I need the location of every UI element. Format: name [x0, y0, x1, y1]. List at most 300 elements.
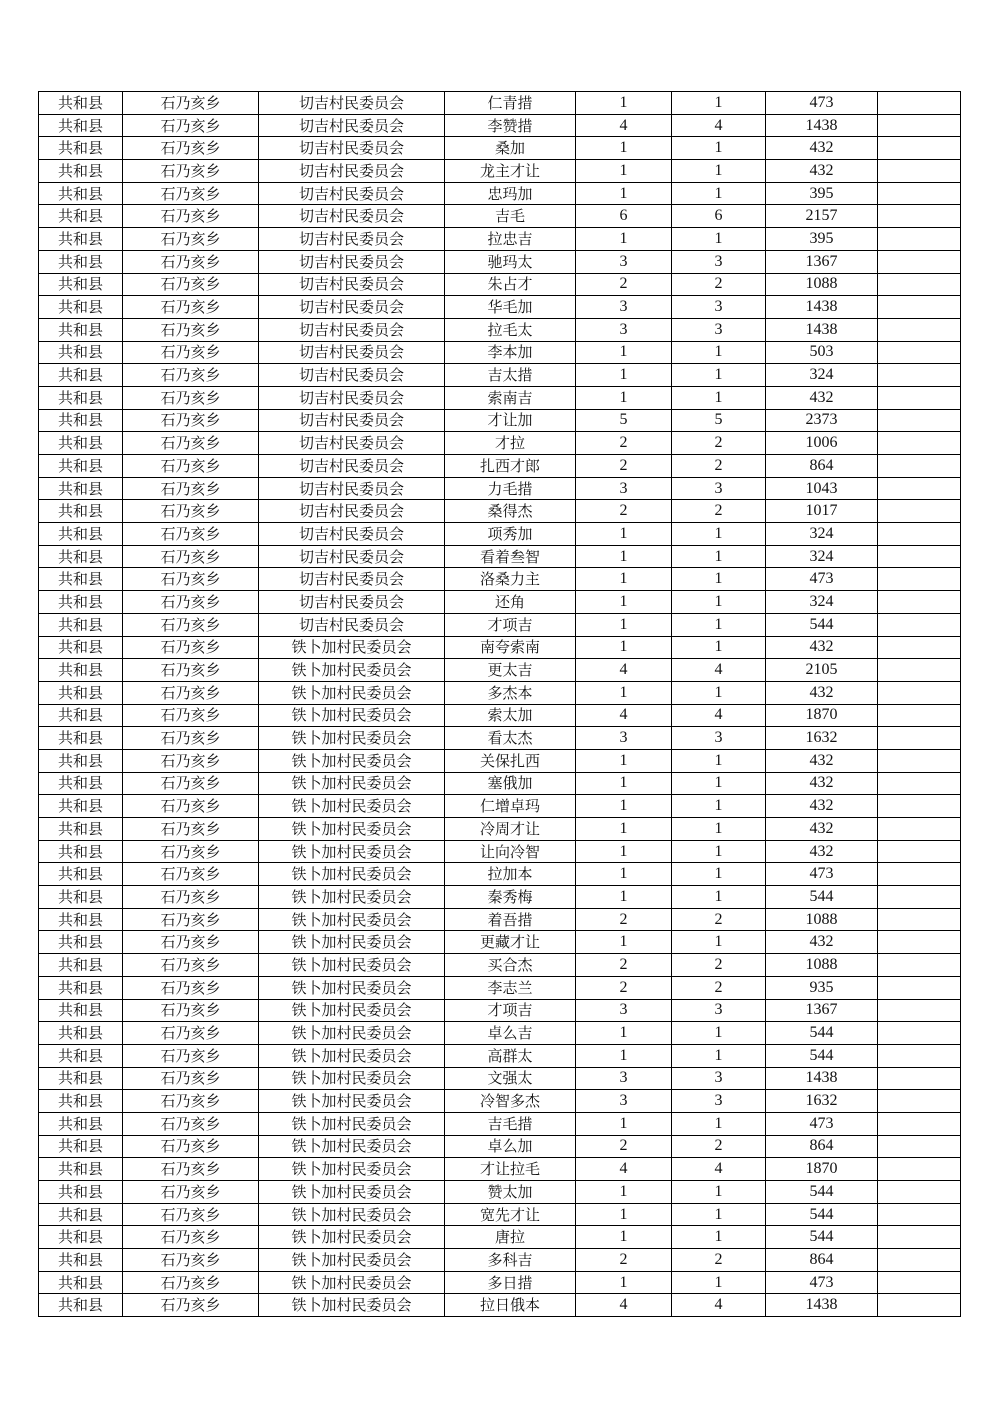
persons-cell: 1 [672, 341, 766, 364]
county-cell: 共和县 [39, 114, 123, 137]
township-cell: 石乃亥乡 [123, 1067, 259, 1090]
persons-cell: 3 [672, 1090, 766, 1113]
household-size-cell: 1 [576, 613, 672, 636]
county-cell: 共和县 [39, 386, 123, 409]
village-cell: 铁卜加村民委员会 [259, 1090, 445, 1113]
remark-cell [878, 455, 961, 478]
name-cell: 华毛加 [445, 296, 576, 319]
township-cell: 石乃亥乡 [123, 545, 259, 568]
persons-cell: 1 [672, 1181, 766, 1204]
amount-cell: 432 [766, 386, 878, 409]
county-cell: 共和县 [39, 1294, 123, 1317]
village-cell: 切吉村民委员会 [259, 432, 445, 455]
remark-cell [878, 1158, 961, 1181]
village-cell: 铁卜加村民委员会 [259, 749, 445, 772]
county-cell: 共和县 [39, 908, 123, 931]
county-cell: 共和县 [39, 613, 123, 636]
persons-cell: 1 [672, 886, 766, 909]
village-cell: 铁卜加村民委员会 [259, 954, 445, 977]
county-cell: 共和县 [39, 591, 123, 614]
amount-cell: 864 [766, 455, 878, 478]
county-cell: 共和县 [39, 1271, 123, 1294]
township-cell: 石乃亥乡 [123, 160, 259, 183]
persons-cell: 1 [672, 749, 766, 772]
township-cell: 石乃亥乡 [123, 1226, 259, 1249]
persons-cell: 4 [672, 659, 766, 682]
persons-cell: 1 [672, 364, 766, 387]
township-cell: 石乃亥乡 [123, 1044, 259, 1067]
township-cell: 石乃亥乡 [123, 1203, 259, 1226]
table-row [39, 228, 961, 251]
amount-cell: 1632 [766, 727, 878, 750]
amount-cell: 432 [766, 636, 878, 659]
village-cell: 切吉村民委员会 [259, 386, 445, 409]
name-cell: 文强太 [445, 1067, 576, 1090]
name-cell: 索太加 [445, 704, 576, 727]
village-cell: 铁卜加村民委员会 [259, 795, 445, 818]
household-size-cell: 2 [576, 1135, 672, 1158]
village-cell: 铁卜加村民委员会 [259, 1067, 445, 1090]
township-cell: 石乃亥乡 [123, 749, 259, 772]
county-cell: 共和县 [39, 1226, 123, 1249]
household-size-cell: 1 [576, 840, 672, 863]
household-size-cell: 1 [576, 795, 672, 818]
village-cell: 铁卜加村民委员会 [259, 1226, 445, 1249]
township-cell: 石乃亥乡 [123, 228, 259, 251]
table-row [39, 364, 961, 387]
household-size-cell: 1 [576, 863, 672, 886]
amount-cell: 1438 [766, 318, 878, 341]
township-cell: 石乃亥乡 [123, 273, 259, 296]
household-size-cell: 2 [576, 432, 672, 455]
name-cell: 关保扎西 [445, 749, 576, 772]
village-cell: 切吉村民委员会 [259, 182, 445, 205]
remark-cell [878, 92, 961, 115]
county-cell: 共和县 [39, 1022, 123, 1045]
persons-cell: 2 [672, 1249, 766, 1272]
remark-cell [878, 228, 961, 251]
remark-cell [878, 636, 961, 659]
name-cell: 李志兰 [445, 976, 576, 999]
county-cell: 共和县 [39, 92, 123, 115]
name-cell: 看着叁智 [445, 545, 576, 568]
village-cell: 铁卜加村民委员会 [259, 1135, 445, 1158]
name-cell: 拉日俄本 [445, 1294, 576, 1317]
village-cell: 切吉村民委员会 [259, 137, 445, 160]
remark-cell [878, 409, 961, 432]
township-cell: 石乃亥乡 [123, 318, 259, 341]
name-cell: 朱占才 [445, 273, 576, 296]
table-row [39, 432, 961, 455]
household-size-cell: 1 [576, 1226, 672, 1249]
amount-cell: 432 [766, 681, 878, 704]
persons-cell: 1 [672, 92, 766, 115]
township-cell: 石乃亥乡 [123, 727, 259, 750]
village-cell: 切吉村民委员会 [259, 523, 445, 546]
name-cell: 才让加 [445, 409, 576, 432]
remark-cell [878, 772, 961, 795]
household-size-cell: 3 [576, 318, 672, 341]
household-size-cell: 2 [576, 1249, 672, 1272]
amount-cell: 473 [766, 1271, 878, 1294]
remark-cell [878, 137, 961, 160]
persons-cell: 1 [672, 863, 766, 886]
county-cell: 共和县 [39, 1158, 123, 1181]
household-size-cell: 4 [576, 114, 672, 137]
township-cell: 石乃亥乡 [123, 137, 259, 160]
amount-cell: 544 [766, 886, 878, 909]
village-cell: 铁卜加村民委员会 [259, 1294, 445, 1317]
remark-cell [878, 500, 961, 523]
name-cell: 吉太措 [445, 364, 576, 387]
name-cell: 更藏才让 [445, 931, 576, 954]
persons-cell: 2 [672, 954, 766, 977]
amount-cell: 864 [766, 1249, 878, 1272]
village-cell: 铁卜加村民委员会 [259, 1181, 445, 1204]
village-cell: 铁卜加村民委员会 [259, 772, 445, 795]
name-cell: 李赞措 [445, 114, 576, 137]
name-cell: 塞俄加 [445, 772, 576, 795]
persons-cell: 4 [672, 114, 766, 137]
name-cell: 更太吉 [445, 659, 576, 682]
township-cell: 石乃亥乡 [123, 613, 259, 636]
township-cell: 石乃亥乡 [123, 386, 259, 409]
township-cell: 石乃亥乡 [123, 182, 259, 205]
village-cell: 铁卜加村民委员会 [259, 863, 445, 886]
county-cell: 共和县 [39, 1135, 123, 1158]
village-cell: 铁卜加村民委员会 [259, 1203, 445, 1226]
table-row [39, 999, 961, 1022]
township-cell: 石乃亥乡 [123, 1090, 259, 1113]
persons-cell: 4 [672, 1158, 766, 1181]
county-cell: 共和县 [39, 1067, 123, 1090]
village-cell: 切吉村民委员会 [259, 341, 445, 364]
household-size-cell: 4 [576, 659, 672, 682]
persons-cell: 1 [672, 636, 766, 659]
county-cell: 共和县 [39, 523, 123, 546]
remark-cell [878, 182, 961, 205]
records-table [38, 91, 961, 1317]
county-cell: 共和县 [39, 795, 123, 818]
remark-cell [878, 364, 961, 387]
township-cell: 石乃亥乡 [123, 636, 259, 659]
table-row [39, 1181, 961, 1204]
remark-cell [878, 840, 961, 863]
persons-cell: 1 [672, 1112, 766, 1135]
persons-cell: 1 [672, 795, 766, 818]
name-cell: 冷智多杰 [445, 1090, 576, 1113]
household-size-cell: 1 [576, 568, 672, 591]
village-cell: 铁卜加村民委员会 [259, 659, 445, 682]
name-cell: 宽先才让 [445, 1203, 576, 1226]
household-size-cell: 1 [576, 636, 672, 659]
table-row [39, 409, 961, 432]
persons-cell: 3 [672, 318, 766, 341]
county-cell: 共和县 [39, 228, 123, 251]
amount-cell: 432 [766, 795, 878, 818]
county-cell: 共和县 [39, 477, 123, 500]
table-body [39, 92, 961, 1317]
name-cell: 龙主才让 [445, 160, 576, 183]
amount-cell: 2373 [766, 409, 878, 432]
table-row [39, 591, 961, 614]
township-cell: 石乃亥乡 [123, 409, 259, 432]
table-row [39, 704, 961, 727]
persons-cell: 1 [672, 568, 766, 591]
table-row [39, 863, 961, 886]
township-cell: 石乃亥乡 [123, 795, 259, 818]
household-size-cell: 1 [576, 1271, 672, 1294]
township-cell: 石乃亥乡 [123, 364, 259, 387]
village-cell: 铁卜加村民委员会 [259, 681, 445, 704]
table-row [39, 341, 961, 364]
table-row [39, 931, 961, 954]
table-row [39, 545, 961, 568]
household-size-cell: 6 [576, 205, 672, 228]
amount-cell: 544 [766, 613, 878, 636]
persons-cell: 3 [672, 727, 766, 750]
remark-cell [878, 1135, 961, 1158]
county-cell: 共和县 [39, 409, 123, 432]
table-row [39, 1135, 961, 1158]
persons-cell: 1 [672, 1203, 766, 1226]
name-cell: 驰玛太 [445, 250, 576, 273]
village-cell: 切吉村民委员会 [259, 591, 445, 614]
persons-cell: 1 [672, 818, 766, 841]
township-cell: 石乃亥乡 [123, 1294, 259, 1317]
table-row [39, 477, 961, 500]
name-cell: 仁青措 [445, 92, 576, 115]
table-row [39, 92, 961, 115]
village-cell: 切吉村民委员会 [259, 477, 445, 500]
persons-cell: 1 [672, 772, 766, 795]
amount-cell: 544 [766, 1226, 878, 1249]
persons-cell: 1 [672, 1226, 766, 1249]
table-row [39, 523, 961, 546]
county-cell: 共和县 [39, 659, 123, 682]
remark-cell [878, 659, 961, 682]
amount-cell: 1438 [766, 296, 878, 319]
table-row [39, 818, 961, 841]
table-row [39, 1271, 961, 1294]
remark-cell [878, 1022, 961, 1045]
amount-cell: 432 [766, 840, 878, 863]
table-row [39, 114, 961, 137]
persons-cell: 3 [672, 477, 766, 500]
remark-cell [878, 886, 961, 909]
household-size-cell: 4 [576, 704, 672, 727]
table-row [39, 749, 961, 772]
persons-cell: 6 [672, 205, 766, 228]
remark-cell [878, 908, 961, 931]
county-cell: 共和县 [39, 1090, 123, 1113]
remark-cell [878, 477, 961, 500]
county-cell: 共和县 [39, 455, 123, 478]
name-cell: 才拉 [445, 432, 576, 455]
remark-cell [878, 1112, 961, 1135]
household-size-cell: 2 [576, 908, 672, 931]
remark-cell [878, 1044, 961, 1067]
table-row [39, 205, 961, 228]
name-cell: 才项吉 [445, 999, 576, 1022]
household-size-cell: 2 [576, 500, 672, 523]
persons-cell: 3 [672, 296, 766, 319]
name-cell: 仁增卓玛 [445, 795, 576, 818]
table-row [39, 613, 961, 636]
village-cell: 铁卜加村民委员会 [259, 908, 445, 931]
table-row [39, 954, 961, 977]
household-size-cell: 1 [576, 341, 672, 364]
name-cell: 吉毛 [445, 205, 576, 228]
county-cell: 共和县 [39, 296, 123, 319]
village-cell: 切吉村民委员会 [259, 364, 445, 387]
amount-cell: 2105 [766, 659, 878, 682]
persons-cell: 1 [672, 681, 766, 704]
township-cell: 石乃亥乡 [123, 840, 259, 863]
amount-cell: 473 [766, 92, 878, 115]
remark-cell [878, 1294, 961, 1317]
household-size-cell: 1 [576, 386, 672, 409]
amount-cell: 432 [766, 772, 878, 795]
township-cell: 石乃亥乡 [123, 772, 259, 795]
table-row [39, 1249, 961, 1272]
remark-cell [878, 727, 961, 750]
remark-cell [878, 273, 961, 296]
amount-cell: 503 [766, 341, 878, 364]
household-size-cell: 5 [576, 409, 672, 432]
county-cell: 共和县 [39, 1203, 123, 1226]
name-cell: 拉加本 [445, 863, 576, 886]
township-cell: 石乃亥乡 [123, 500, 259, 523]
village-cell: 铁卜加村民委员会 [259, 931, 445, 954]
name-cell: 拉忠吉 [445, 228, 576, 251]
name-cell: 忠玛加 [445, 182, 576, 205]
township-cell: 石乃亥乡 [123, 1181, 259, 1204]
township-cell: 石乃亥乡 [123, 659, 259, 682]
village-cell: 铁卜加村民委员会 [259, 1112, 445, 1135]
county-cell: 共和县 [39, 432, 123, 455]
village-cell: 铁卜加村民委员会 [259, 1271, 445, 1294]
remark-cell [878, 976, 961, 999]
persons-cell: 1 [672, 160, 766, 183]
county-cell: 共和县 [39, 727, 123, 750]
remark-cell [878, 749, 961, 772]
remark-cell [878, 1181, 961, 1204]
amount-cell: 864 [766, 1135, 878, 1158]
township-cell: 石乃亥乡 [123, 568, 259, 591]
household-size-cell: 1 [576, 160, 672, 183]
amount-cell: 2157 [766, 205, 878, 228]
name-cell: 高群太 [445, 1044, 576, 1067]
household-size-cell: 1 [576, 1181, 672, 1204]
household-size-cell: 3 [576, 727, 672, 750]
village-cell: 铁卜加村民委员会 [259, 1022, 445, 1045]
remark-cell [878, 1203, 961, 1226]
table-row [39, 1226, 961, 1249]
remark-cell [878, 432, 961, 455]
persons-cell: 2 [672, 976, 766, 999]
amount-cell: 1367 [766, 250, 878, 273]
household-size-cell: 4 [576, 1294, 672, 1317]
amount-cell: 432 [766, 749, 878, 772]
village-cell: 切吉村民委员会 [259, 92, 445, 115]
table-row [39, 840, 961, 863]
table-row [39, 908, 961, 931]
village-cell: 切吉村民委员会 [259, 273, 445, 296]
name-cell: 还角 [445, 591, 576, 614]
county-cell: 共和县 [39, 840, 123, 863]
county-cell: 共和县 [39, 500, 123, 523]
remark-cell [878, 1090, 961, 1113]
village-cell: 切吉村民委员会 [259, 455, 445, 478]
table-row [39, 137, 961, 160]
township-cell: 石乃亥乡 [123, 523, 259, 546]
county-cell: 共和县 [39, 818, 123, 841]
amount-cell: 432 [766, 818, 878, 841]
remark-cell [878, 863, 961, 886]
township-cell: 石乃亥乡 [123, 1022, 259, 1045]
household-size-cell: 1 [576, 523, 672, 546]
village-cell: 切吉村民委员会 [259, 568, 445, 591]
county-cell: 共和县 [39, 954, 123, 977]
household-size-cell: 1 [576, 228, 672, 251]
amount-cell: 1438 [766, 1294, 878, 1317]
amount-cell: 395 [766, 228, 878, 251]
amount-cell: 1088 [766, 954, 878, 977]
remark-cell [878, 318, 961, 341]
amount-cell: 544 [766, 1022, 878, 1045]
county-cell: 共和县 [39, 704, 123, 727]
amount-cell: 1043 [766, 477, 878, 500]
amount-cell: 324 [766, 545, 878, 568]
township-cell: 石乃亥乡 [123, 976, 259, 999]
remark-cell [878, 931, 961, 954]
table-row [39, 976, 961, 999]
name-cell: 桑得杰 [445, 500, 576, 523]
township-cell: 石乃亥乡 [123, 1271, 259, 1294]
remark-cell [878, 1249, 961, 1272]
name-cell: 力毛措 [445, 477, 576, 500]
remark-cell [878, 341, 961, 364]
township-cell: 石乃亥乡 [123, 999, 259, 1022]
household-size-cell: 1 [576, 886, 672, 909]
household-size-cell: 4 [576, 1158, 672, 1181]
township-cell: 石乃亥乡 [123, 908, 259, 931]
household-size-cell: 1 [576, 1112, 672, 1135]
county-cell: 共和县 [39, 772, 123, 795]
table-row [39, 1044, 961, 1067]
remark-cell [878, 681, 961, 704]
household-size-cell: 1 [576, 1022, 672, 1045]
remark-cell [878, 523, 961, 546]
amount-cell: 1017 [766, 500, 878, 523]
amount-cell: 1438 [766, 114, 878, 137]
county-cell: 共和县 [39, 160, 123, 183]
amount-cell: 324 [766, 523, 878, 546]
name-cell: 唐拉 [445, 1226, 576, 1249]
table-row [39, 500, 961, 523]
village-cell: 铁卜加村民委员会 [259, 999, 445, 1022]
village-cell: 铁卜加村民委员会 [259, 704, 445, 727]
remark-cell [878, 954, 961, 977]
table-row [39, 182, 961, 205]
table-row [39, 1067, 961, 1090]
persons-cell: 1 [672, 613, 766, 636]
remark-cell [878, 250, 961, 273]
county-cell: 共和县 [39, 999, 123, 1022]
name-cell: 吉毛措 [445, 1112, 576, 1135]
persons-cell: 1 [672, 931, 766, 954]
